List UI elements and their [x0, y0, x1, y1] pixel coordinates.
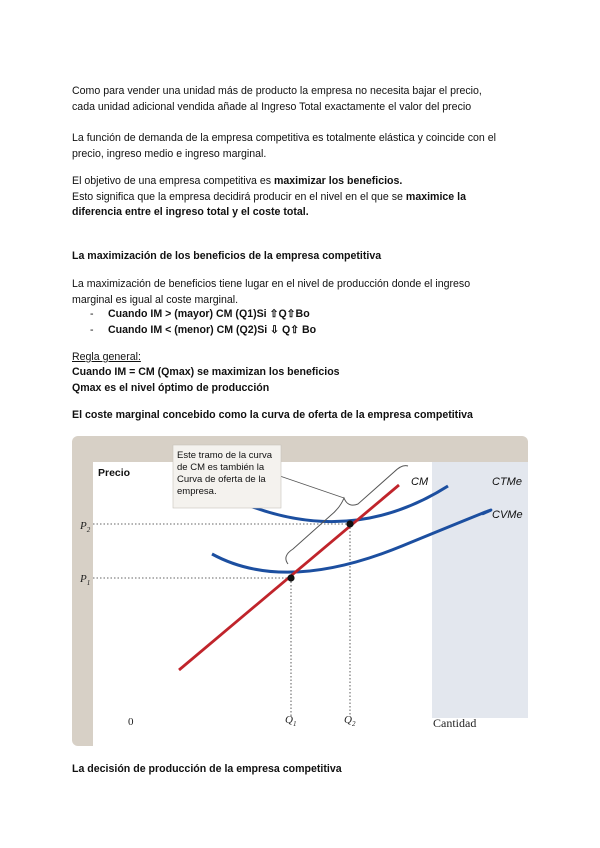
bullet-item-1: [90, 307, 310, 323]
paragraph-price-line1: Como para vender una unidad más de producto la empresa no necesita bajar el precio,: [72, 85, 482, 97]
section-heading-decision: La decisión de producción de la empresa competitiva: [72, 763, 342, 775]
paragraph-objective-line3: diferencia entre el ingreso total y el coste total.: [72, 206, 309, 218]
p2-letter: P: [80, 520, 87, 532]
objective-line2-bold: maximice la: [405, 190, 466, 203]
figure-svg: [72, 436, 528, 746]
point-q1-p1: [287, 574, 294, 581]
point-q2-p2: [346, 520, 353, 527]
y-axis-label: Precio: [98, 467, 131, 479]
section-heading-supply: El coste marginal concebido como la curva de oferta de la empresa competitiva: [72, 409, 473, 421]
cm-label: CM: [411, 476, 429, 488]
paragraph-objective-line2: [72, 190, 532, 206]
bullet-dash: -: [90, 308, 94, 320]
bullet-text-2: Cuando IM < (menor) CM (Q2)Si ⇩ Q⇧ Bo: [108, 323, 317, 336]
rule-title: Regla general:: [72, 351, 141, 363]
bullet-text-1: Cuando IM > (mayor) CM (Q1)Si ⇧Q⇧Bo: [108, 308, 310, 320]
origin-label: 0: [128, 716, 134, 728]
q2-letter: Q: [344, 714, 352, 726]
rule-line1: Cuando IM = CM (Qmax) se maximizan los beneficios: [72, 366, 340, 378]
cvme-label: CVMe: [492, 509, 523, 521]
section-heading-maximization: La maximización de los beneficios de la empresa competitiva: [72, 250, 382, 262]
p1-letter: P: [80, 573, 87, 585]
paragraph-demand-line1: La función de demanda de la empresa competitiva es totalmente elástica y coincide con el: [72, 132, 496, 144]
x-axis-label: Cantidad: [433, 716, 477, 730]
paragraph-price-line2: cada unidad adicional vendida añade al Ingreso Total exactamente el valor del precio: [72, 100, 472, 113]
bullet-dash: -: [90, 323, 94, 336]
p2-subscript: 2: [86, 526, 91, 534]
callout-line-2: de CM es también la: [177, 462, 265, 473]
maximization-text-line2: marginal es igual al coste marginal.: [72, 293, 239, 306]
paragraph-demand-line2: precio, ingreso medio e ingreso marginal.: [72, 147, 267, 160]
q1-letter: Q: [285, 714, 293, 726]
q2-subscript: 2: [351, 720, 356, 728]
objective-line2-text: Esto significa que la empresa decidirá producir en el nivel en el que se: [72, 190, 406, 203]
objective-bold: maximizar los beneficios.: [273, 175, 403, 187]
paragraph-objective-line1: [72, 174, 532, 190]
p1-subscript: 1: [86, 579, 91, 587]
bullet-item-2: [90, 323, 316, 339]
callout-line-1: Este tramo de la curva: [177, 450, 273, 461]
maximization-text-line1: La maximización de beneficios tiene lugar en el nivel de producción donde el ingreso: [72, 278, 471, 290]
callout-line-4: empresa.: [177, 486, 217, 497]
rule-line2: Qmax es el nivel óptimo de producción: [72, 381, 270, 394]
objective-text: El objetivo de una empresa competitiva es: [72, 175, 274, 187]
q1-subscript: 1: [292, 720, 297, 728]
callout-line-3: Curva de oferta de la: [177, 474, 266, 485]
supply-curve-figure: [72, 436, 528, 746]
ctme-label: CTMe: [492, 476, 522, 488]
right-band: [432, 462, 528, 718]
